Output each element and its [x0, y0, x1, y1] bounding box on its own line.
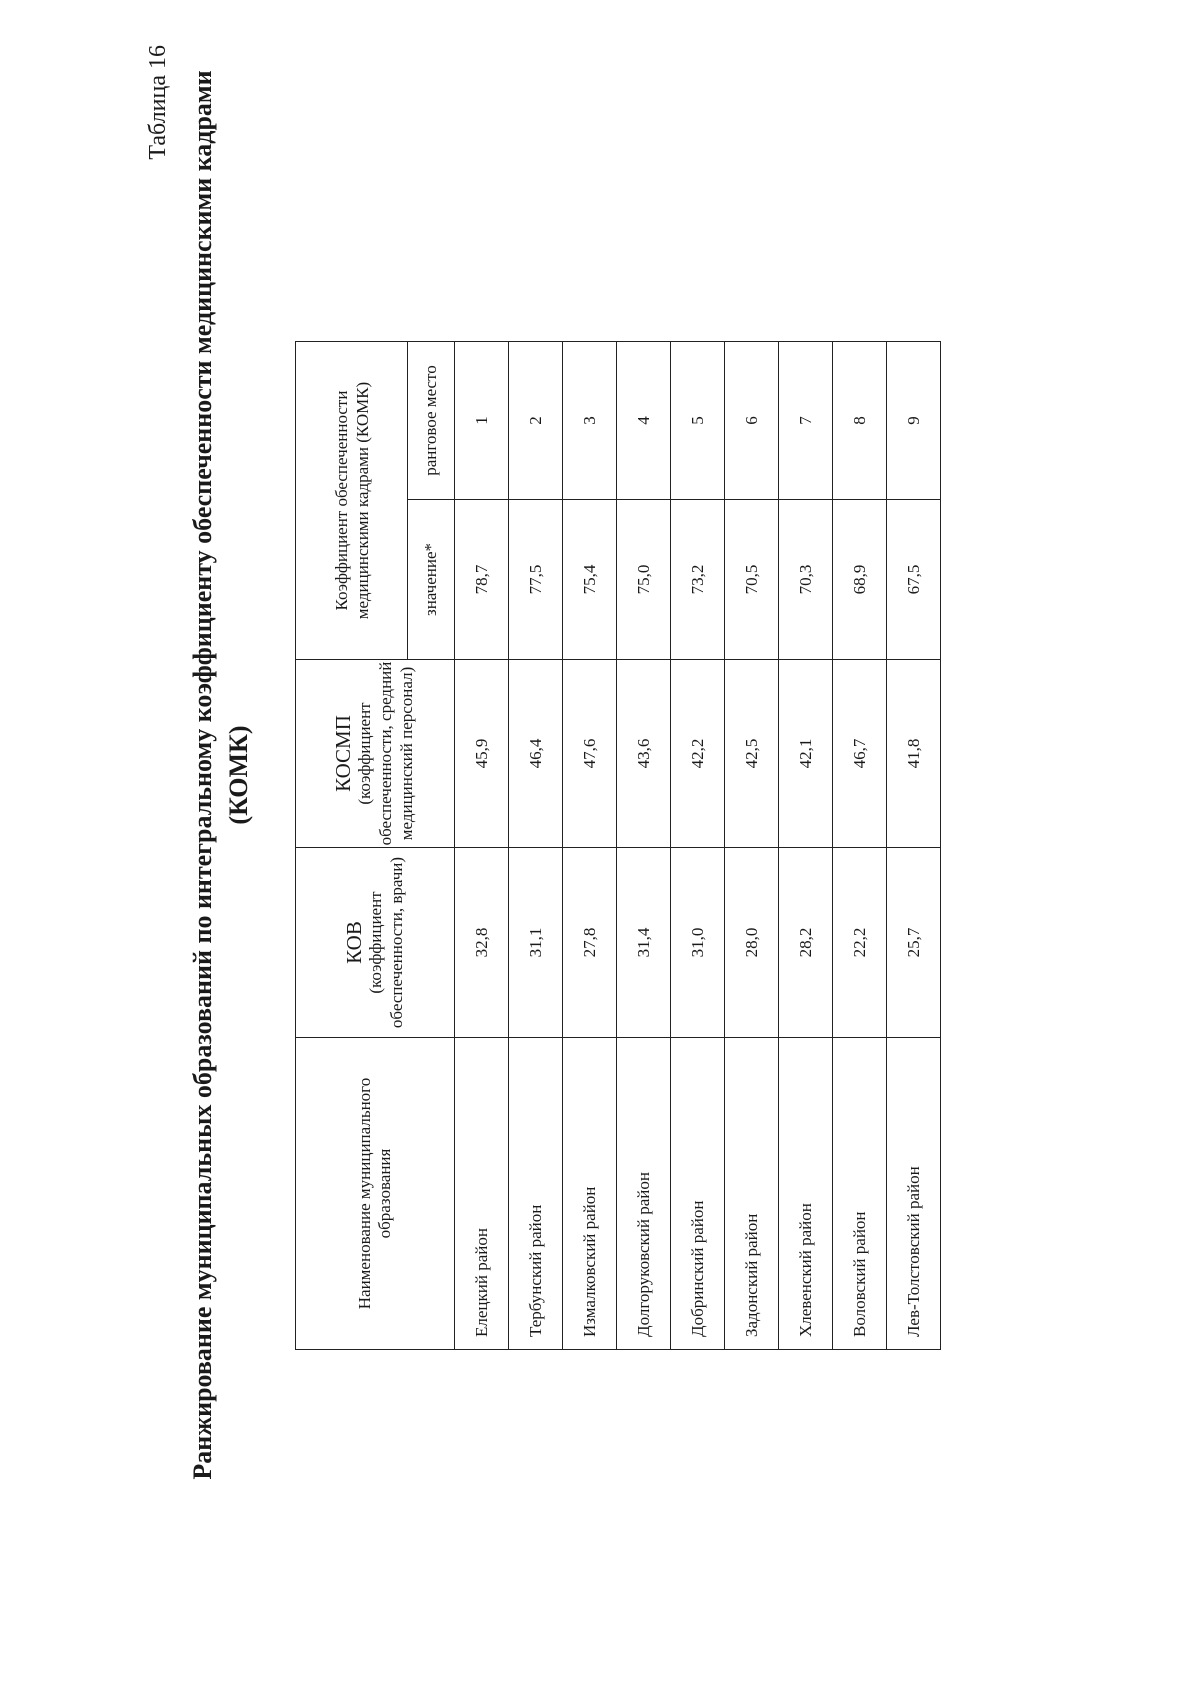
cell-komk: 70,5: [725, 500, 779, 660]
page-title: Ранжирование муниципальных образований по интегральному коэффициенту обеспеченности медицинскими кадрами (КОМК): [188, 70, 253, 1480]
cell-komk: 67,5: [887, 500, 941, 660]
cell-kov: 31,0: [671, 848, 725, 1038]
cell-kosmp: 46,7: [833, 660, 887, 848]
table-number: Таблица 16: [145, 45, 171, 160]
cell-komk: 75,0: [617, 500, 671, 660]
cell-rank: 9: [887, 342, 941, 500]
table-row: [509, 342, 563, 1350]
cell-kosmp: 41,8: [887, 660, 941, 848]
header-kov: [296, 848, 455, 1038]
header-kosmp-abbr: КОСМП: [331, 715, 355, 792]
cell-kov: 32,8: [455, 848, 509, 1038]
cell-kosmp: 42,2: [671, 660, 725, 848]
cell-kosmp: 42,5: [725, 660, 779, 848]
cell-name: Задонский район: [725, 1038, 779, 1350]
cell-komk: 78,7: [455, 500, 509, 660]
table-header: [296, 342, 455, 1350]
cell-kov: 31,4: [617, 848, 671, 1038]
table-row: [563, 342, 617, 1350]
header-komk-group: Коэффициент обеспеченности медицинскими кадрами (КОМК): [296, 342, 408, 660]
cell-komk: 75,4: [563, 500, 617, 660]
table-row: [779, 342, 833, 1350]
table-row: [833, 342, 887, 1350]
header-kosmp: [296, 660, 455, 848]
cell-kov: 28,0: [725, 848, 779, 1038]
cell-kosmp: 45,9: [455, 660, 509, 848]
cell-rank: 5: [671, 342, 725, 500]
cell-name: Воловский район: [833, 1038, 887, 1350]
table-row: [671, 342, 725, 1350]
cell-rank: 4: [617, 342, 671, 500]
cell-komk: 68,9: [833, 500, 887, 660]
cell-kov: 31,1: [509, 848, 563, 1038]
cell-komk: 70,3: [779, 500, 833, 660]
table-row: [887, 342, 941, 1350]
ranking-table: [295, 341, 941, 1350]
table-body: [455, 342, 941, 1350]
rotated-page-content: [145, 45, 1200, 1505]
header-kosmp-desc: (коэффициент обеспеченности, средний медицинский персонал): [355, 661, 416, 846]
header-name: Наименование муниципального образования: [296, 1038, 455, 1350]
cell-kosmp: 43,6: [617, 660, 671, 848]
cell-komk: 77,5: [509, 500, 563, 660]
cell-rank: 8: [833, 342, 887, 500]
cell-kosmp: 42,1: [779, 660, 833, 848]
header-komk-value: значение*: [408, 500, 455, 660]
header-kov-abbr: КОВ: [341, 921, 366, 964]
cell-kov: 27,8: [563, 848, 617, 1038]
table-row: [455, 342, 509, 1350]
header-komk-rank: ранговое место: [408, 342, 455, 500]
cell-rank: 3: [563, 342, 617, 500]
cell-kov: 22,2: [833, 848, 887, 1038]
cell-name: Долгоруковский район: [617, 1038, 671, 1350]
table-row: [725, 342, 779, 1350]
cell-name: Хлевенский район: [779, 1038, 833, 1350]
cell-kosmp: 47,6: [563, 660, 617, 848]
cell-kosmp: 46,4: [509, 660, 563, 848]
header-kov-desc: (коэффициент обеспеченности, врачи): [365, 856, 406, 1029]
cell-rank: 6: [725, 342, 779, 500]
cell-kov: 25,7: [887, 848, 941, 1038]
cell-name: Добринский район: [671, 1038, 725, 1350]
cell-rank: 7: [779, 342, 833, 500]
cell-name: Елецкий район: [455, 1038, 509, 1350]
cell-komk: 73,2: [671, 500, 725, 660]
cell-rank: 2: [509, 342, 563, 500]
cell-name: Тербунский район: [509, 1038, 563, 1350]
cell-name: Лев-Толстовский район: [887, 1038, 941, 1350]
cell-kov: 28,2: [779, 848, 833, 1038]
cell-rank: 1: [455, 342, 509, 500]
table-row: [617, 342, 671, 1350]
cell-name: Измалковский район: [563, 1038, 617, 1350]
